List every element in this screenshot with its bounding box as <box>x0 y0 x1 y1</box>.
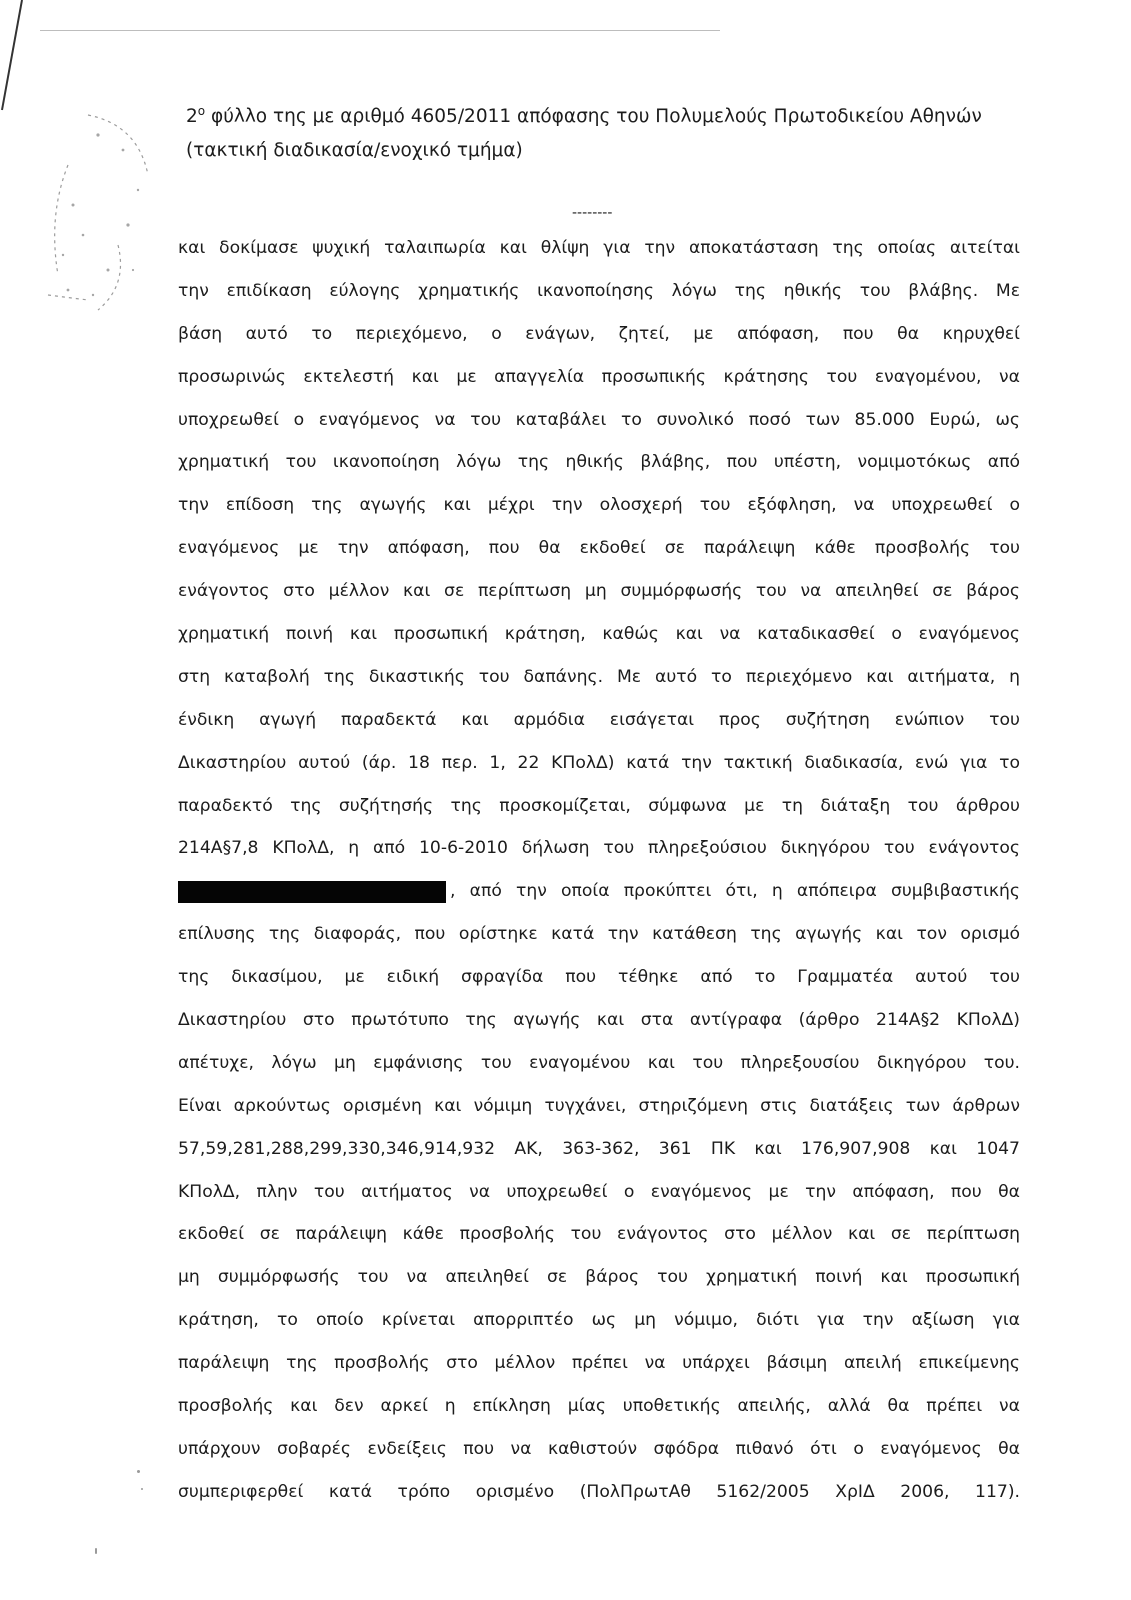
text-line: 57,59,281,288,299,330,346,914,932 ΑΚ, 363-362, 361 ΠΚ και 176,907,908 και 1047 <box>178 1138 1020 1159</box>
text-line: και δοκίμασε ψυχική ταλαιπωρία και θλίψη για την αποκατάσταση της οποίας αιτείται <box>178 238 1020 258</box>
text-line: κράτηση, το οποίο κρίνεται απορριπτέο ως μη νόμιμο, διότι για την αξίωση για <box>178 1310 1020 1331</box>
text-line: μη συμμόρφωσής του να απειληθεί σε βάρος του χρηματική ποινή και προσωπική <box>178 1267 1020 1288</box>
text-line: την επίδοση της αγωγής και μέχρι την ολοσχερή του εξόφληση, να υποχρεωθεί ο <box>178 495 1020 516</box>
scan-speck <box>95 1548 97 1554</box>
text-line: στη καταβολή της δικαστικής του δαπάνης. Με αυτό το περιεχόμενο και αιτήματα, η <box>178 666 1020 687</box>
text-line: 214Α§7,8 ΚΠολΔ, η από 10-6-2010 δήλωση του πληρεξούσιου δικηγόρου του ενάγοντος <box>178 838 1020 859</box>
text-line: εκδοθεί σε παράλειψη κάθε προσβολής του ενάγοντος στο μέλλον και σε περίπτωση <box>178 1224 1020 1245</box>
text-line: την επιδίκαση εύλογης χρηματικής ικανοποίησης λόγω της ηθικής του βλάβης. Με <box>178 280 1020 301</box>
redaction-bar <box>178 881 446 903</box>
text-line: ενάγοντος στο μέλλον και σε περίπτωση μη συμμόρφωσής του να απειληθεί σε βάρος <box>178 581 1020 602</box>
text-line: βάση αυτό το περιεχόμενο, ο ενάγων, ζητεί, με απόφαση, που θα κηρυχθεί <box>178 323 1020 344</box>
text-line: προσβολής και δεν αρκεί η επίκληση μίας υποθετικής απειλής, αλλά θα πρέπει να <box>178 1396 1020 1417</box>
redacted-line <box>178 870 1020 913</box>
text-line: χρηματική ποινή και προσωπική κράτηση, καθώς και να καταδικασθεί ο εναγόμενος <box>178 624 1020 645</box>
text-line: απέτυχε, λόγω μη εμφάνισης του εναγομένου και του πληρεξουσίου δικηγόρου του. <box>178 1052 1020 1073</box>
text-line: υποχρεωθεί ο εναγόμενος να του καταβάλει το συνολικό ποσό των 85.000 Ευρώ, ως <box>178 409 1020 430</box>
text-line: εναγόμενος με την απόφαση, που θα εκδοθεί σε παράλειψη κάθε προσβολής του <box>178 538 1020 559</box>
text-line: , από την οποία προκύπτει ότι, η απόπειρα συμβιβαστικής <box>450 881 1020 902</box>
text-line: προσωρινώς εκτελεστή και με απαγγελία προσωπικής κράτησης του εναγομένου, να <box>178 366 1020 387</box>
scan-edge-line <box>40 30 720 31</box>
text-line: Δικαστηρίου στο πρωτότυπο της αγωγής και στα αντίγραφα (άρθρο 214Α§2 ΚΠολΔ) <box>178 1010 1020 1031</box>
text-line: της δικασίμου, με ειδική σφραγίδα που τέθηκε από το Γραμματέα αυτού του <box>178 967 1020 988</box>
text-line: Είναι αρκούντως ορισμένη και νόμιμη τυγχάνει, στηριζόμενη στις διατάξεις των άρθρων <box>178 1095 1020 1116</box>
scan-speck <box>141 1488 143 1490</box>
header-line-1: $2^o$ φύλλο της με αριθμό 4605/2011 απόφασης του Πολυμελούς Πρωτοδικείου Αθηνών <box>186 103 982 127</box>
text-line: ένδικη αγωγή παραδεκτά και αρμόδια εισάγεται προς συζήτηση ενώπιον του <box>178 709 1020 730</box>
document-body <box>178 227 1020 1514</box>
text-line: παραδεκτό της συζήτησής της προσκομίζεται, σύμφωνα με τη διάταξη του άρθρου <box>178 795 1020 816</box>
page-header <box>186 100 1026 168</box>
text-line: Δικαστηρίου αυτού (άρ. 18 περ. 1, 22 ΚΠολΔ) κατά την τακτική διαδικασία, ενώ για το <box>178 752 1020 773</box>
header-line-2: (τακτική διαδικασία/ενοχικό τμήμα) <box>186 140 523 161</box>
faded-stamp <box>28 95 158 335</box>
separator-dashes: -------- <box>572 205 613 221</box>
text-line: παράλειψη της προσβολής στο μέλλον πρέπει να υπάρχει βάσιμη απειλή επικείμενης <box>178 1353 1020 1374</box>
text-line: χρηματική του ικανοποίηση λόγω της ηθικής βλάβης, που υπέστη, νομιμοτόκως από <box>178 452 1020 473</box>
text-line: υπάρχουν σοβαρές ενδείξεις που να καθιστούν σφόδρα πιθανό ότι ο εναγόμενος θα <box>178 1438 1020 1459</box>
text-line: ΚΠολΔ, πλην του αιτήματος να υποχρεωθεί ο εναγόμενος με την απόφαση, που θα <box>178 1181 1020 1202</box>
text-line: συμπεριφερθεί κατά τρόπο ορισμένο (ΠολΠρωτΑθ 5162/2005 ΧρΙΔ 2006, 117). <box>178 1481 1020 1502</box>
text-line: επίλυσης της διαφοράς, που ορίστηκε κατά την κατάθεση της αγωγής και τον ορισμό <box>178 924 1020 945</box>
scan-speck <box>137 1470 140 1473</box>
